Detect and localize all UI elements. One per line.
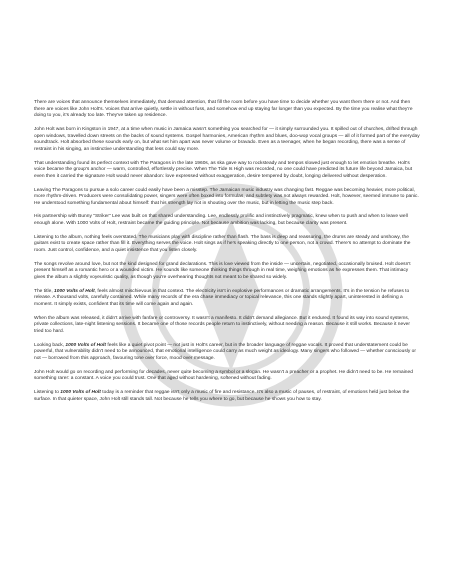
paragraph-9: When the album was released, it didn't arrive with fanfare or controversy. It wasn't a manifesto. It didn't demand allegiance. But it endured. It found its way into sound systems, private collections, late-night listening sessions. It became one of those records people return to instinctively, without needing a reason. Because it still works. Because it never tried too hard. [34,315,410,334]
paragraph-8 [34,289,420,309]
paragraph-8-rest: , feels almost mischievous in that context. The electricity isn't in explosive performances or dramatic arrangements. It's in the tension he refuses to release. A thousand volts, carefully contained. While many records of the era chase immediacy or topical relevance, this one stands slightly apart, uninterested in defining a moment. It simply exists, confident that its time will come again and again. [34,288,410,307]
paragraph-11: John Holt would go on recording and performing for decades, never quite becoming a symbol or a slogan. He wasn't a preacher or a prophet. He didn't need to be. He remained something rarer: a constant. A voice you could trust. One that aged without hardening, softened without fading. [34,369,413,382]
paragraph-6: Listening to the album, nothing feels overstated. The musicians play with discipline rather than flash. The bass is deep and reassuring, the drums are steady and unshowy, the guitars exist to create space rather than fill it. Everything serves the voice. Holt sings as if he's speaking directly to one person, not a crowd. There's no attempt to dominate the room. Just control, confidence, and a quiet insistence that you listen closely. [34,234,411,254]
article-body [34,100,420,410]
paragraph-10-lead: Looking back, [34,342,66,348]
paragraph-12-rest: today is a reminder that reggae isn't only a music of fire and resistance. It's also a music of pauses, of restraint, of emotions held just below the surface. In that quieter space, John Holt still stands tall. Not because he tells you where to go, but because he shows you how to stay. [34,390,410,402]
album-title: 1000 Volts of Holt [54,288,95,294]
paragraph-4: Leaving The Paragons to pursue a solo career could easily have been a misstep. The Jamaican music industry was changing fast. Reggae was becoming heavier, more political, more rhythm-driven. Producers were consolidating power, singers were often boxed into formulas, and subtlety was not always rewarded. Holt, however, seemed immune to panic. He understood something fundamental about himself: that his strength lay not in shouting over the music, but in letting the music step back. [34,187,419,206]
paragraph-7: The songs revolve around love, but not the kind designed for grand declarations. This is love viewed from the inside — uncertain, negotiated, occasionally bruised. Holt doesn't present himself as a romantic hero or a wounded victim. He sounds like someone thinking things through in real time, weighing emotions as he expresses them. That intimacy gives the album a slightly voyeuristic quality, as though you're overhearing thoughts not meant to be shared so widely. [34,261,411,280]
album-title: 1000 Volts of Holt [60,390,101,396]
paragraph-5: His partnership with Bunny "Striker" Lee was built on that shared understanding. Lee, endlessly prolific and instinctively pragmatic, knew when to push and when to leave well enough alone. With 1000 Volts of Holt, restraint became the guiding principle. Not because ambition was lacking, but because clarity was present. [34,214,408,227]
paragraph-10-rest: feels like a quiet pivot point — not just in Holt's career, but in the broader language of reggae vocals. It proved that understatement could be powerful, that vulnerability didn't need to be announced, that emotional intelligence could carry as much weight as ideology. Many singers who followed — whether consciously or not — borrowed from this approach, favouring tone over force, mood over message. [34,342,416,361]
paragraph-2: John Holt was born in Kingston in 1947, at a time when music in Jamaica wasn't something you searched for — it simply surrounded you. It spilled out of churches, drifted through open windows, travelled down streets on the backs of sound systems. Gospel harmonies, American rhythm and blues, doo-wop vocal groups — all of it formed part of the everyday soundtrack. Holt absorbed these sounds early on, but what set him apart was never volume or bravado. Even as a teenager, when he began recording, there was a sense of restraint in his singing, an instinctive understanding that less could say more. [34,126,420,152]
paragraph-8-lead: The title, [34,288,55,294]
paragraph-12 [34,390,420,403]
paragraph-10 [34,343,420,363]
album-title: 1000 Volts of Holt [65,342,107,348]
paragraph-1: There are voices that announce themselves immediately, that demand attention, that fill the room before you have time to decide whether you want them there or not. And then there are voices like John Holt's. Voices that arrive quietly, settle in without fuss, and somehow end up staying far longer than you expected. By the time you realise what they're doing to you, it's already too late. They've taken up residence. [34,100,413,119]
paragraph-12-lead: Listening to [34,390,61,396]
paragraph-3: That understanding found its perfect context with The Paragons in the late 1960s, as ska gave way to rocksteady and tempos slowed just enough to let emotion breathe. Holt's voice became the group's anchor — warm, controlled, effortlessly precise. When The Tide Is High was recorded, no one could have predicted its future life beyond Jamaica, but even then it carried the signature Holt would never abandon: love expressed without exaggeration, desire tempered by doubt, longing delivered without desperation. [34,160,413,179]
